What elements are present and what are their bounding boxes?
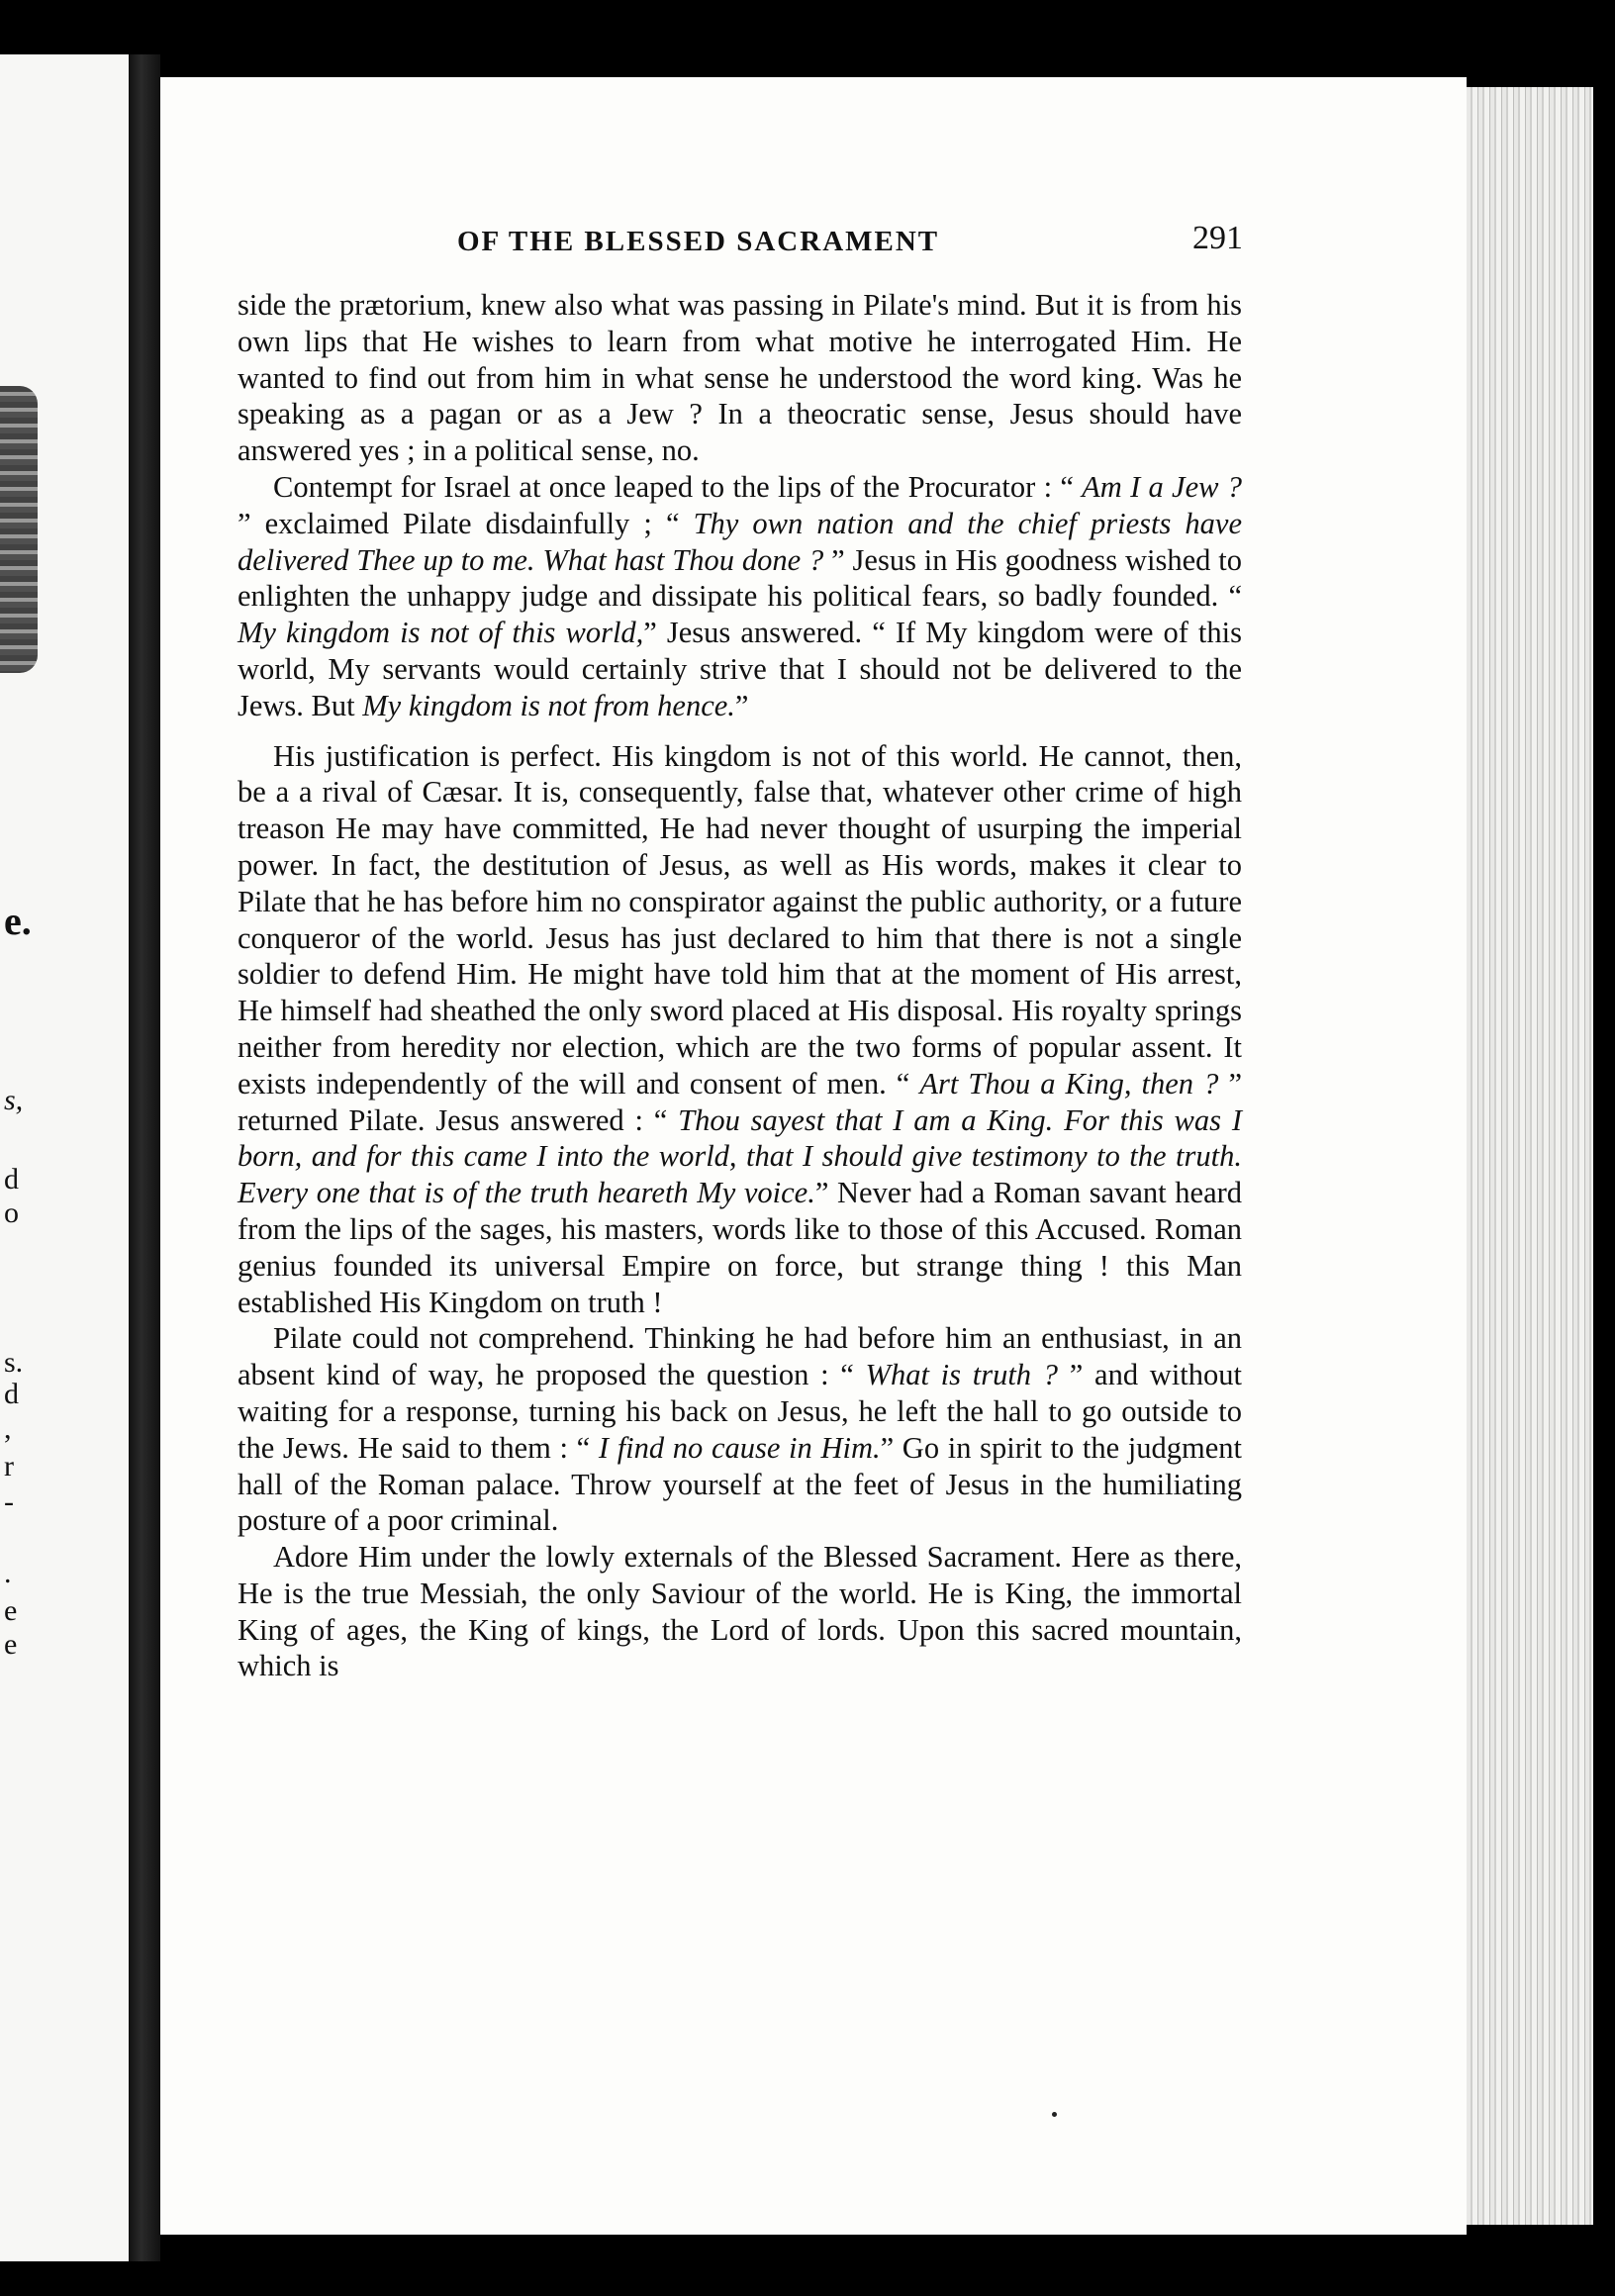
text-run: ” Jesus in His goodness wished to enlighten the unhappy judge and dissipate his political fears, so badly founded. “ (238, 542, 1243, 614)
italic-text-run: Art Thou a King, then ? (919, 1066, 1219, 1100)
previous-page-edge (0, 54, 129, 2261)
previous-page-fragment: d (4, 1163, 19, 1196)
italic-text-run: Thy own nation and the chief priests have delivered Thee up to me. What hast Thou done ? (238, 506, 1242, 577)
text-run: ” exclaimed Pilate disdainfully ; “ (238, 506, 694, 540)
paragraph (238, 1320, 1242, 1539)
previous-page-fragment: e (4, 1628, 18, 1661)
previous-page-fragment: e (4, 1594, 18, 1627)
previous-page-fragment: - (4, 1485, 14, 1518)
text-run: ” and without waiting for a response, turning his back on Jesus, he left the hall to go outside to the Jews. He said to them : “ (238, 1358, 1242, 1465)
text-run: ” returned Pilate. Jesus answered : “ (238, 1066, 1242, 1137)
text-run: ” Go in spirit to the judgment hall of the Roman palace. Throw yourself at the feet of Jesus in the humiliating posture of a poor criminal. (238, 1430, 1242, 1538)
paragraph (238, 287, 1242, 469)
ink-speck (1052, 2112, 1057, 2117)
italic-text-run: Am I a Jew ? (1082, 469, 1243, 504)
previous-page-fragment: s. (4, 1346, 24, 1379)
body-text (238, 287, 1242, 1684)
page-number: 291 (1192, 220, 1243, 256)
paragraph (238, 1539, 1242, 1684)
italic-text-run: My kingdom is not of this world, (238, 616, 644, 650)
ornament-fragment (0, 386, 38, 673)
paragraph (238, 738, 1242, 1321)
text-run: ” Never had a Roman savant heard from the lips of the sages, his masters, words like to those of this Accused. Roman genius founded its universal Empire on force, but strange thing ! this Man established His Kingdom on truth ! (238, 1176, 1243, 1319)
text-run: Pilate could not comprehend. Thinking he had before him an enthusiast, in an absent kind of way, he proposed the question : “ (238, 1321, 1242, 1392)
running-title: OF THE BLESSED SACRAMENT (457, 226, 940, 257)
text-run: ” Jesus answered. “ If My kingdom were of this world, My servants would certainly strive that I should not be delivered to the Jews. But (238, 616, 1242, 722)
previous-page-fragment: . (4, 1557, 12, 1589)
book-gutter (129, 54, 160, 2261)
text-run: ” (734, 688, 749, 722)
text-run: Contempt for Israel at once leaped to the lips of the Procurator : “ (273, 469, 1083, 504)
previous-page-fragment: d (4, 1378, 19, 1410)
paragraph (238, 469, 1242, 724)
page-stack-edge (1467, 87, 1593, 2225)
previous-page-fragment: e. (4, 899, 32, 943)
text-run: His justification is perfect. His kingdom is not of this world. He cannot, then, be a a rival of Cæsar. It is, consequently, false that, whatever other crime of high treason He may have committed, He had never thought of usurping the imperial power. In fact, the destitution of Jesus, as well as His words, makes it clear to Pilate that he has before him no conspirator against the public authority, or a future conqueror of the world. Jesus has just declared to him that there is not a single soldier to defend Him. He might have told him that at the moment of His arrest, He himself had sheathed the only sword placed at His disposal. His royalty springs neither from heredity nor election, which are the two forms of popular assent. It exists independently of the will and consent of men. “ (238, 738, 1242, 1100)
previous-page-fragment: , (4, 1412, 12, 1445)
italic-text-run: My kingdom is not from hence. (362, 688, 735, 722)
text-run: Adore Him under the lowly externals of the Blessed Sacrament. Here as there, He is the true Messiah, the only Saviour of the world. He is King, the immortal King of ages, the King of kings, the Lord of lords. Upon this sacred mountain, which is (238, 1540, 1242, 1683)
italic-text-run: I find no cause in Him. (598, 1430, 881, 1465)
previous-page-fragment: r (4, 1450, 14, 1483)
italic-text-run: Thou sayest that I am a King. For this was I born, and for this came I into the world, that I should give testimony to the truth. Every one that is of the truth heareth My voice. (238, 1102, 1242, 1210)
italic-text-run: What is truth ? (865, 1358, 1059, 1392)
previous-page-fragment: s, (4, 1084, 24, 1116)
previous-page-fragment: o (4, 1196, 19, 1229)
text-run: side the prætorium, knew also what was passing in Pilate's mind. But it is from his own lips that He wishes to learn from what motive he interrogated Him. He wanted to find out from him in what sense he understood the word king. Was he speaking as a pagan or as a Jew ? In a theocratic sense, Jesus should have answered yes ; in a political sense, no. (238, 288, 1242, 468)
